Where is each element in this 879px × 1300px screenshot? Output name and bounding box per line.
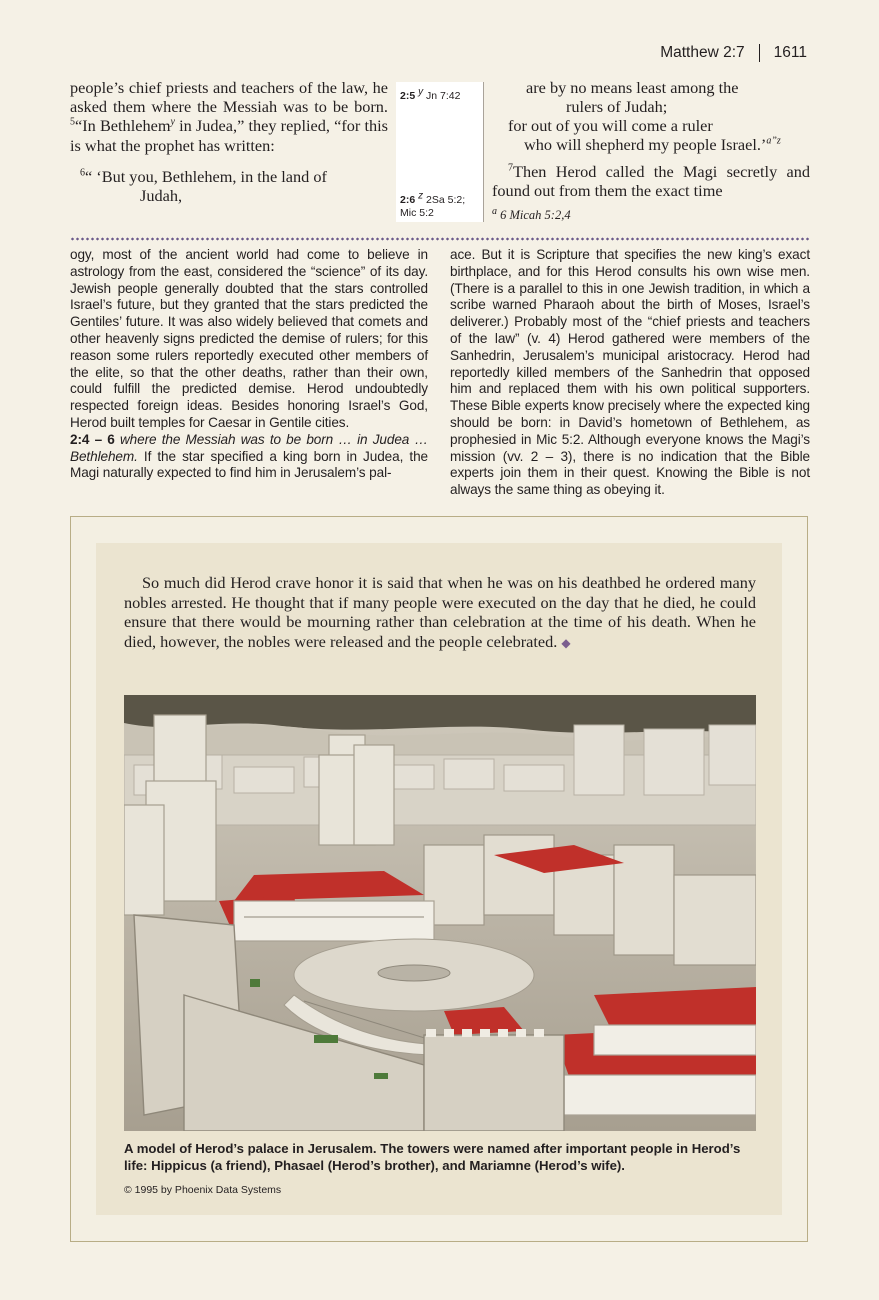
- verse-4-5: [70, 78, 388, 155]
- xref-letter: z: [418, 190, 424, 202]
- footnote-text: 6 Micah 5:2,4: [497, 208, 571, 222]
- verse-number-5: 5: [70, 116, 75, 128]
- note-body: If the star specified a king born in Judea, the Magi naturally expected to find him in Jerusalem’s pal-: [70, 448, 428, 481]
- note-paragraph-scripture: ace. But it is Scripture that specifies the new king’s exact birthplace, and for this Herod consults his own wise men. (There is a parallel to this in one Jewish tradition, in which a scribe warned Pharaoh about the birth of Moses, Israel’s deliverer.) Probably most of the “chief priests and teachers of the law” (v. 4) Herod gathered were members of the Sanhedrin, Jerusalem’s municipal aristocracy. Herod had reportedly killed members of the Sanhedrin that opposed him and replaced them with his own political supporters. These Bible experts know precisely where the expected king should be born: in David’s hometown of Bethlehem, as prophesied in Mic 5:2. Although everyone knows the Magi’s mission (vv. 2 – 3), there is no indication that the Bible experts join them in their quest. Knowing the Bible is not always the same thing as obeying it.: [450, 247, 810, 498]
- poem-line-1: “ ‘But you, Bethlehem, in the land of: [85, 166, 327, 186]
- poem-line-4: rulers of Judah;: [566, 97, 668, 116]
- xref-ref: 2Sa 5:2; Mic 5:2: [400, 194, 466, 219]
- running-head: [660, 44, 807, 62]
- footnote: [492, 205, 571, 223]
- verse-5-start: “In Bethlehem: [75, 116, 171, 136]
- scripture-left-column: [70, 78, 388, 205]
- verse-6-line-2: Judah,: [140, 186, 183, 206]
- study-notes-right-column: [450, 247, 810, 499]
- poem-line-5: for out of you will come a ruler: [508, 116, 713, 135]
- photo-credit: © 1995 by Phoenix Data Systems: [124, 1184, 282, 1196]
- note-2-4-6: [70, 432, 428, 482]
- chapter-reference: Matthew 2:7: [660, 44, 745, 61]
- xref-verse: 2:5: [400, 90, 416, 102]
- poem-line-6: [492, 135, 810, 154]
- verse-7-text: Then Herod called the Magi secretly and found out from them the exact time: [492, 162, 810, 200]
- verse-7: [492, 162, 810, 200]
- footnote-xref-marks[interactable]: a”z: [766, 135, 781, 147]
- feature-paragraph: So much did Herod crave honor it is said that when he was on his deathbed he ordered many nobles arrested. He thought that if many people were executed on the day that he died, he could ensure that there would be mourning rather than celebration at the time of his death. When he died, however, the nobles were released and the people celebrated.: [124, 573, 756, 651]
- xref-verse: 2:6: [400, 194, 416, 206]
- verse-6-line-1: [70, 167, 388, 186]
- xref-ref: Jn 7:42: [423, 90, 461, 102]
- scripture-text: [70, 78, 810, 228]
- cross-reference-2-6[interactable]: [400, 190, 484, 220]
- feature-box-panel: [96, 543, 782, 1215]
- page-number: 1611: [773, 44, 807, 61]
- note-lemma: where the Messiah was to be born … in Judea … Bethlehem.: [70, 431, 428, 464]
- header-divider: [759, 44, 760, 62]
- verse-number-7: 7: [508, 162, 513, 174]
- cross-reference-column: [396, 82, 484, 222]
- feature-box: [70, 516, 808, 1242]
- poem-line-3: are by no means least among the: [526, 78, 739, 97]
- dotted-divider: [70, 237, 810, 241]
- cross-reference-2-5[interactable]: [400, 86, 461, 103]
- note-paragraph-astrology: ogy, most of the ancient world had come to believe in astrology from the east, considered the “science” of its day. Jewish people generally doubted that the stars controlled Israel’s future, but they granted that the stars predicted the Gentiles’ future. It was also widely believed that comets and other heavenly signs predicted the demise of rulers; for this reason some rulers reportedly executed other members of the elite, so that the other deaths, rather than their own, could fulfill the predicted demise. Herod undoubtedly respected foreign ideas. Besides honoring Israel’s God, Herod built temples for Caesar in Gentile cities.: [70, 247, 428, 430]
- xref-letter: y: [418, 86, 424, 98]
- xref-mark-y[interactable]: y: [170, 116, 175, 128]
- end-diamond-icon: ◆: [561, 635, 571, 650]
- verse-4-end: people’s chief priests and teachers of the law, he asked them where the Messiah was to be born.: [70, 78, 388, 117]
- verse-5-end: in Judea,” they replied, “for this is what the prophet has written:: [70, 116, 388, 155]
- verse-number-6: 6: [80, 167, 85, 179]
- feature-text: [124, 573, 756, 653]
- poem-line-6-text: who will shepherd my people Israel.’: [524, 135, 767, 154]
- study-notes-left-column: [70, 247, 428, 482]
- note-reference: 2:4 – 6: [70, 431, 115, 447]
- scripture-right-column: [492, 78, 810, 200]
- herod-palace-model-photo: [124, 695, 756, 1131]
- photo-caption: A model of Herod’s palace in Jerusalem. The towers were named after important people in Herod’s life: Hippicus (a friend), Phasael (Herod’s brother), and Mariamne (Herod’s wife).: [124, 1141, 741, 1173]
- footnote-mark: a: [492, 205, 497, 217]
